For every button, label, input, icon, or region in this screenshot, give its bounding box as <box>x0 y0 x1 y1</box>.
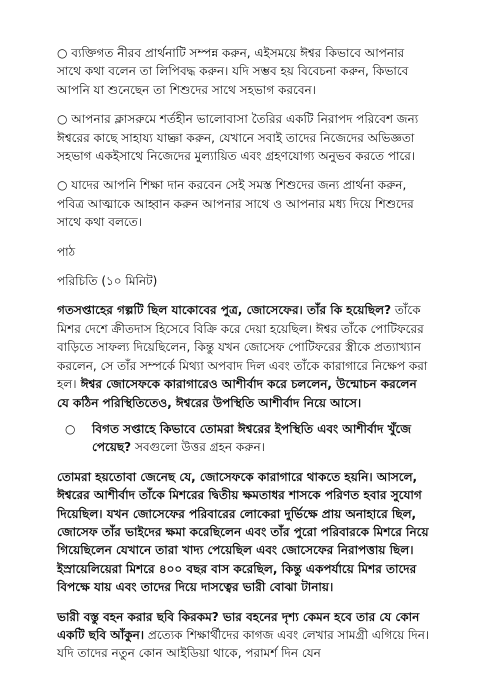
prayer-item-2: ○ আপনার ক্লাসরুমে শর্তহীন ভালোবাসা তৈরির একটি নিরাপদ পরিবেশ জন্য ঈশ্বরের কাছে সাহায্য যাচ্ঞা করুন, যেখানে সবাই তাদের নিজেদের অভিজ্ঞতা সহভাগ একইসাথে নিজেদের মুল্যায়িত এবং গ্রহণযোগ্য অনুভব করতে পারে। <box>57 112 419 164</box>
intro-blessing: ঈশ্বর জোসেফকে কারাগারেও আশীর্বাদ করে চললেন, উন্মোচন করলেন যে কঠিন পরিস্থিতিতেও, ঈশ্বরের উপস্থিতি আশীর্বাদ নিয়ে আসে। <box>57 377 417 410</box>
discussion-instruction: সবগুলো উত্তর গ্রহন করুন। <box>131 440 265 455</box>
drawing-activity-paragraph <box>57 608 431 663</box>
intro-paragraph <box>57 301 431 411</box>
section-heading-introduction: পরিচিতি (১০ মিনিট) <box>57 274 158 289</box>
drawing-prompt: ভারী বস্তু বহন করার ছবি কিরকম? ভার বহনের দৃশ্য কেমন হবে তার যে কোন একটি ছবি আঁকুন। <box>57 609 420 642</box>
intro-question: গতসপ্তাহের গল্পটি ছিল যাকোবের পুত্র, জোসেফের। তাঁর কি হয়েছিল? <box>57 303 392 318</box>
section-heading-lesson: পাঠ <box>57 244 76 259</box>
discussion-question-item <box>57 420 431 457</box>
prayer-item-3: ○ যাদের আপনি শিক্ষা দান করবেন সেই সমস্ত শিশুদের জন্য প্রার্থনা করুন, পবিত্র আত্মাকে আহ্বান করুন আপনার সাথে ও আপনার মধ্য দিয়ে শিশুদের সাথে কথা বলতে। <box>57 178 414 230</box>
story-paragraph: তোমরা হয়তোবা জেনেছ যে, জোসেফকে কারাগারে থাকতে হয়নি। আসলে, ঈশ্বরের আশীর্বাদ তাঁকে মিশরের দ্বিতীয় ক্ষমতাধর শাসকে পরিণত হবার সুযোগ দিয়েছিল। যখন জোসেফের পরিবারের লোকেরা দুর্ভিক্ষে প্রায় অনাহারে ছিল, জোসেফ তাঁর ভাইদের ক্ষমা করেছিলেন এবং তাঁর পুরো পরিবারকে মিশরে নিয়ে গিয়েছিলেন যেখানে তারা খাদ্য পেয়েছিল এবং জোসেফের নিরাপত্তায় ছিল। ইস্রায়েলিয়েরা মিশরে ৪০০ বছর বাস করেছিল, কিন্তু একপর্যায়ে মিশর তাদের বিপক্ষে যায় এবং তাদের দিয়ে দাসত্বের ভারী বোঝা টানায়। <box>57 469 429 595</box>
prayer-item-1: ○ ব্যক্তিগত নীরব প্রার্থনাটি সম্পন্ন করুন, এইসময়ে ঈশ্বর কিভাবে আপনার সাথে কথা বলেন তা লিপিবদ্ধ করুন। যদি সম্ভব হয় বিবেচনা করুন, কিভাবে আপনি যা শুনেছেন তা শিশুদের সাথে সহভাগ করবেন। <box>57 46 409 97</box>
circle-bullet-icon: ○ <box>65 421 76 436</box>
drawing-instruction: প্রত্যেক শিক্ষার্থীদের কাগজ এবং লেখার সামগ্রী এগিয়ে দিন। যদি তাদের নতুন কোন আইডিয়া থাকে, পরামর্শ দিন যেন <box>57 627 430 661</box>
discussion-question: বিগত সপ্তাহে কিভাবে তোমরা ঈশ্বরের ইপস্থিতি এবং আশীর্বাদ খুঁজে পেয়েছ? <box>92 421 411 455</box>
intro-story: তাঁকে মিশর দেশে ক্রীতদাস হিসেবে বিক্রি করে দেয়া হয়েছিল। ঈশ্বর তাঁকে পোটিফরের বাড়িতে সাফল্য দিয়েছিলেন, কিন্তু যখন জোসেফ পোটিফরের স্ত্রীকে প্রত্যাখ্যান করলেন, সে তাঁর সম্পর্কে মিথ্যা অপবাদ দিল এবং তাঁকে কারাগারে নিক্ষেপ করা হল। <box>57 303 428 392</box>
